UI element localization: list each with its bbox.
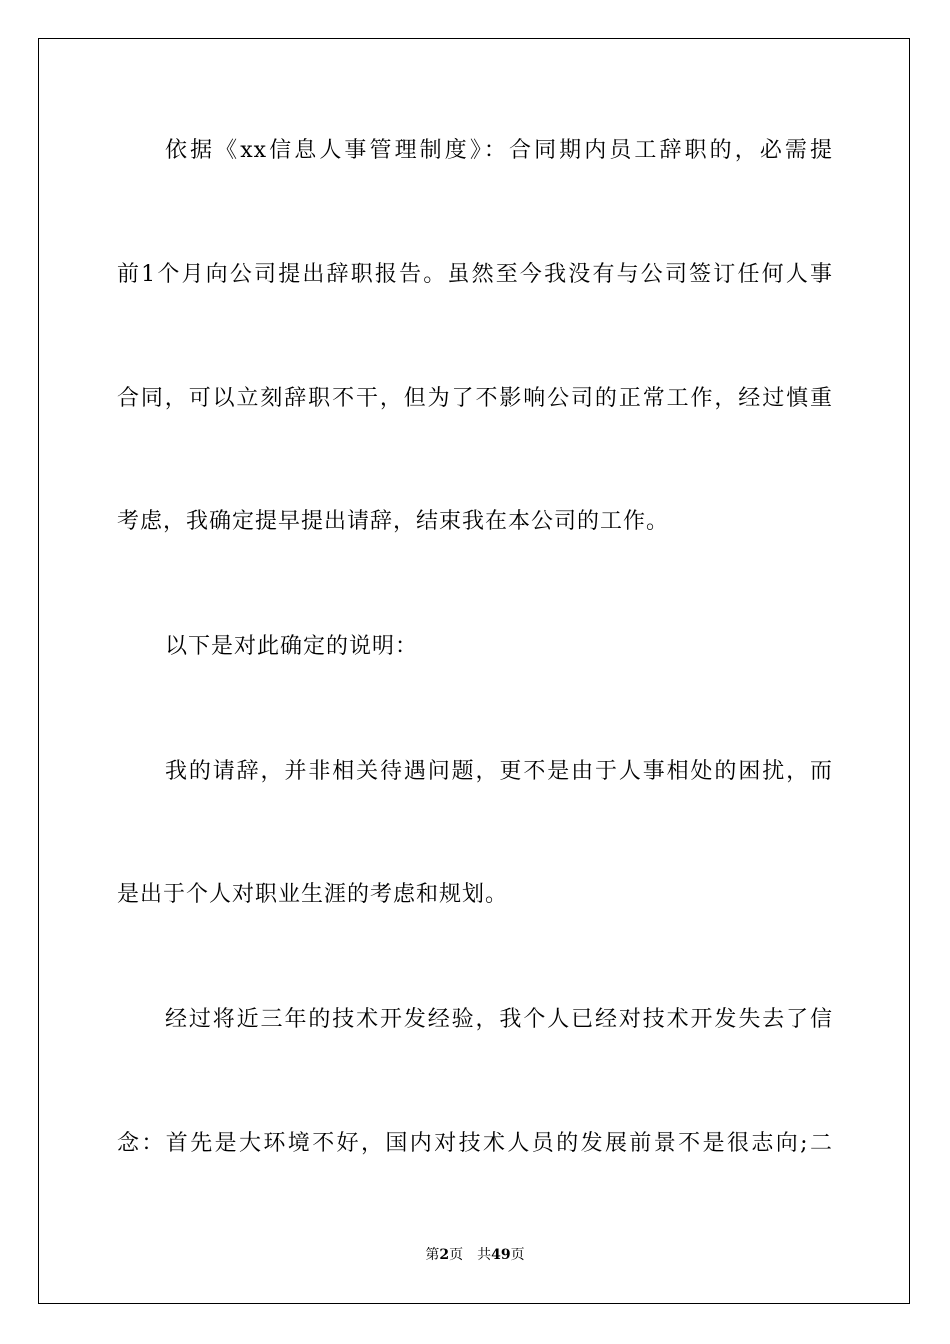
- current-page-number: 2: [439, 1247, 450, 1263]
- paragraph-1-line-4: 考虑，我确定提早提出请辞，结束我在本公司的工作。: [117, 509, 670, 534]
- page-footer: [0, 1245, 950, 1265]
- paragraph-3-line-2: 是出于个人对职业生涯的考虑和规划。: [117, 882, 509, 907]
- total-pages-number: 49: [491, 1247, 511, 1263]
- paragraph-1-line-3: 合同，可以立刻辞职不干，但为了不影响公司的正常工作，经过慎重: [117, 386, 833, 411]
- total-label-prefix: 共: [477, 1247, 492, 1263]
- page-label-prefix: 第: [425, 1247, 440, 1263]
- paragraph-2-line-1: 以下是对此确定的说明：: [165, 634, 419, 659]
- page-border: [38, 38, 910, 1304]
- page-label-suffix: 页: [449, 1247, 464, 1263]
- total-label-suffix: 页: [510, 1247, 525, 1263]
- paragraph-1-line-1: 依据《xx信息人事管理制度》：合同期内员工辞职的，必需提: [165, 138, 833, 163]
- paragraph-4-line-2: 念：首先是大环境不好，国内对技术人员的发展前景不是很志向;二: [117, 1131, 833, 1156]
- paragraph-4-line-1: 经过将近三年的技术开发经验，我个人已经对技术开发失去了信: [165, 1007, 833, 1032]
- paragraph-1-line-2: 前1个月向公司提出辞职报告。虽然至今我没有与公司签订任何人事: [117, 262, 833, 287]
- paragraph-3-line-1: 我的请辞，并非相关待遇问题，更不是由于人事相处的困扰，而: [165, 759, 833, 784]
